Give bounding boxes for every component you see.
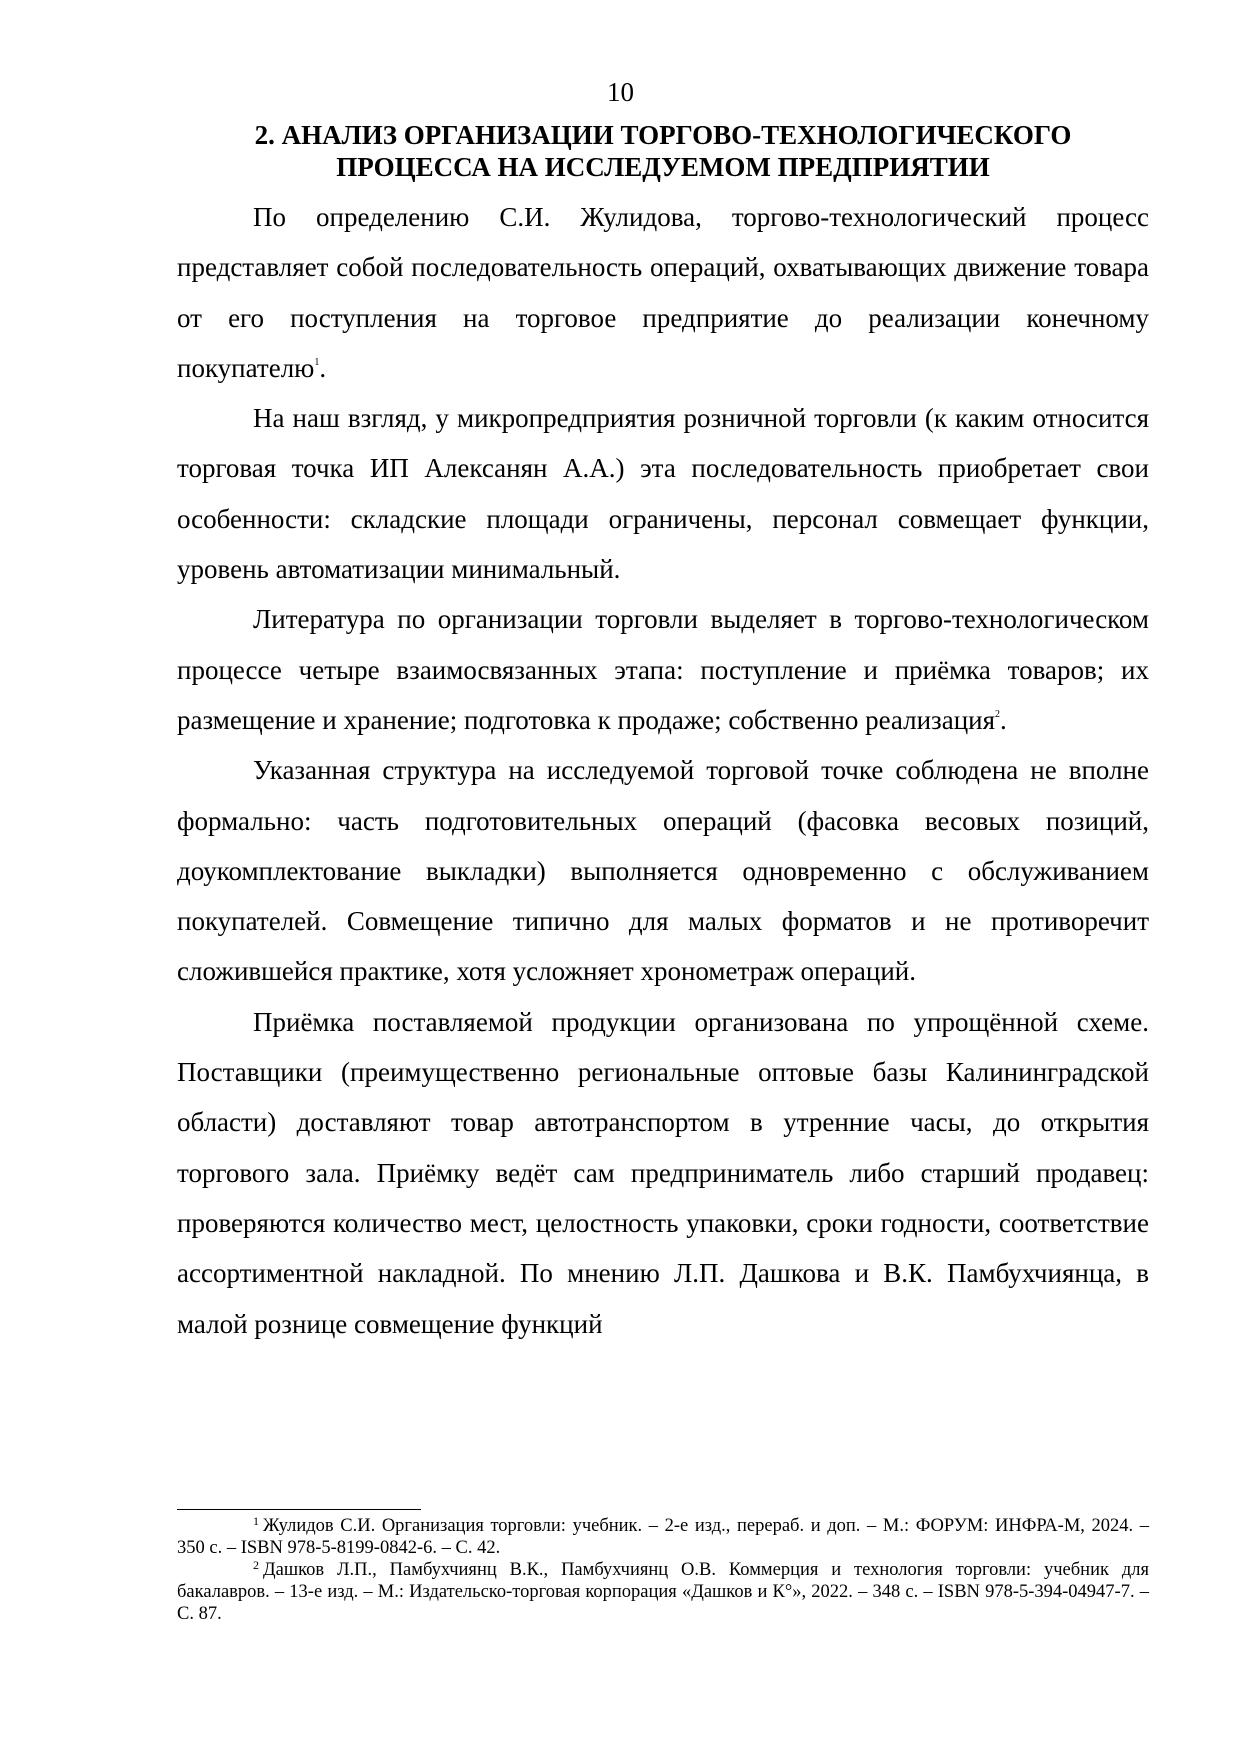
footnote [177,1515,1149,1559]
paragraph [177,192,1149,393]
paragraph-text: Указанная структура на исследуемой торговой точке соблюдена не вполне формально: часть подготовительных операций (фасовка весовых позиций, доукомплектование выкладки) выполняется одновременно с обслуживанием покупателей. Совмещение типично для малых форматов и не противоречит сложившейся практике, хотя усложняет хронометраж операций. [177,755,1149,987]
footnotes [177,1515,1149,1625]
paragraph-tail: . [319,352,327,383]
paragraph-text: Приёмка поставляемой продукции организована по упрощённой схеме. Поставщики (преимущественно региональные оптовые базы Калининградской области) доставляют товар автотранспортом в утренние часы, до открытия торгового зала. Приёмку ведёт сам предприниматель либо старший продавец: проверяются количество мест, целостность упаковки, сроки годности, соответствие ассортиментной накладной. По мнению Л.П. Дашкова и В.К. Памбухчиянца, в малой рознице совмещение функций [177,1006,1149,1339]
section-heading [177,119,1149,183]
footnote-reference[interactable]: 2 [995,708,1001,720]
paragraph [177,393,1149,594]
section-heading-line-2: ПРОЦЕССА НА ИССЛЕДУЕМОМ ПРЕДПРИЯТИИ [336,152,990,182]
footnote-text: Жулидов С.И. Организация торговли: учебник. – 2-е изд., перераб. и доп. – М.: ФОРУМ: ИНФРА-М, 2024. – 350 с. – ISBN 978-5-8199-0842-6. – С. 42. [177,1516,1149,1558]
paragraph-text: Литература по организации торговли выделяет в торгово-технологическом процессе четыре взаимосвязанных этапа: поступление и приёмка товаров; их размещение и хранение; подготовка к продаже; собственно реализация [177,604,1149,735]
paragraph [177,997,1149,1349]
footnote-text: Дашков Л.П., Памбухчиянц В.К., Памбухчиянц О.В. Коммерция и технология торговли: учебник для бакалавров. – 13-е изд. – М.: Издательско-торговая корпорация «Дашков и К°», 2022. – 348 с. – ISBN 978-5-394-04947-7. – С. 87. [177,1560,1149,1624]
body-text [177,192,1149,1349]
footnote-separator [177,1509,421,1510]
footnote [177,1559,1149,1625]
page-number: 10 [607,77,634,107]
paragraph [177,745,1149,996]
footnote-reference[interactable]: 1 [314,356,320,368]
footnote-number: 1 [253,1514,259,1528]
paragraph-tail: . [1000,704,1007,735]
paragraph-text: На наш взгляд, у микропредприятия розничной торговли (к каким относится торговая точка ИП Алексанян А.А.) эта последовательность приобретает свои особенности: складские площади ограничены, персонал совмещает функции, уровень автоматизации минимальный. [177,403,1149,585]
paragraph [177,594,1149,745]
footnote-number: 2 [253,1558,259,1572]
paragraph-text: По определению С.И. Жулидова, торгово-технологический процесс представляет собой последовательность операций, охватывающих движение товара от его поступления на торговое предприятие до реализации конечному покупателю [177,202,1149,383]
section-heading-line-1: 2. АНАЛИЗ ОРГАНИЗАЦИИ ТОРГОВО-ТЕХНОЛОГИЧЕСКОГО [254,120,1072,150]
